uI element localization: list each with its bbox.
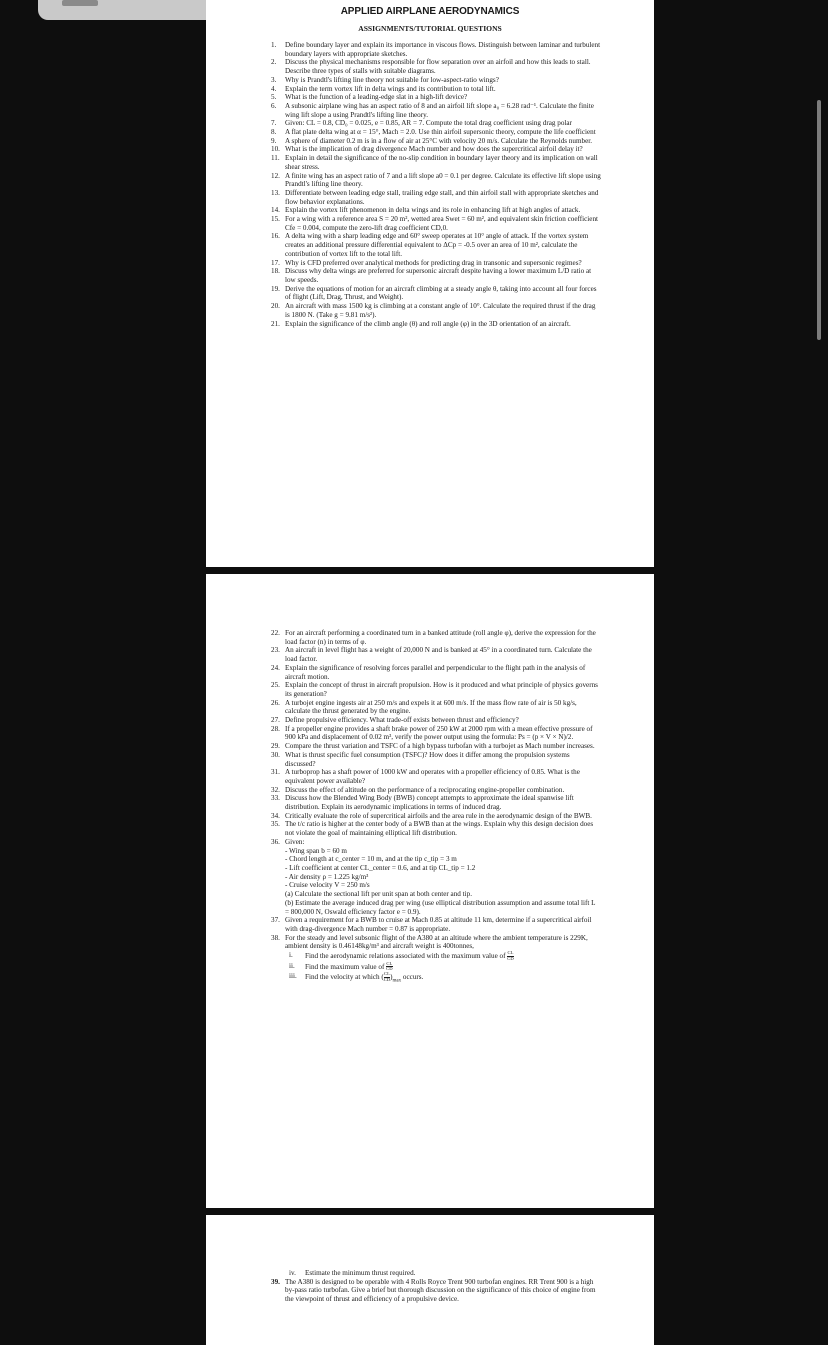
question-item (271, 302, 601, 319)
question-item (271, 206, 601, 215)
paren-open: ( (381, 973, 384, 982)
question-text: Explain the concept of thrust in aircraft propulsion. How is it produced and what principle of physics governs its generation? (285, 681, 598, 698)
question-text: Critically evaluate the role of supercritical airfoils and the area rule in the aerodynamic design of the BWB. (285, 811, 592, 820)
question-number: 5. (271, 93, 277, 102)
question-text: Why is CFD preferred over analytical methods for predicting drag in transonic and supersonic regimes? (285, 258, 582, 267)
question-text: Explain in detail the significance of the no-slip condition in boundary layer theory and its implication on wall shear stress. (285, 154, 598, 171)
paren-close: ) (390, 973, 393, 982)
fraction-numerator: CL (384, 971, 390, 977)
question-item (271, 128, 601, 137)
question-text: Define propulsive efficiency. What trade-off exists between thrust and efficiency? (285, 716, 519, 725)
scrollbar[interactable] (817, 100, 821, 340)
question-number: 39. (271, 1277, 280, 1286)
question-number: 28. (271, 724, 280, 733)
question-item (271, 259, 601, 268)
question-text: A flat plate delta wing at α = 15°, Mach = 2.0. Use thin airfoil supersonic theory, compute the life coefficient (285, 128, 596, 137)
fraction-denominator: CD (386, 966, 393, 972)
question-number: 36. (271, 837, 280, 846)
question-number: 27. (271, 716, 280, 725)
question-number: 35. (271, 820, 280, 829)
question-text: A sphere of diameter 0.2 m is in a flow of air at 25°C with velocity 20 m/s. Calculate the Reynolds number. (285, 136, 593, 145)
question-number: 16. (271, 232, 280, 241)
question-text: What is the function of a leading-edge slat in a high-lift device? (285, 93, 468, 102)
question-text: Explain the significance of resolving forces parallel and perpendicular to the flight path in the analysis of aircraft motion. (285, 663, 586, 681)
question-number: 37. (271, 916, 280, 925)
question-detail-line: - Chord length at c_center = 10 m, and at the tip c_tip = 3 m (285, 855, 457, 864)
question-number: 26. (271, 698, 280, 707)
question-text: Differentiate between leading edge stall, trailing edge stall, and thin airfoil stall with appropriate sketches and flow behavior explanations. (285, 188, 599, 206)
question-item (271, 93, 601, 102)
question-item (271, 85, 601, 94)
question-number: 17. (271, 258, 280, 267)
question-detail-line: (a) Calculate the sectional lift per unit span at both center and tip. (285, 890, 472, 899)
question-item (271, 681, 601, 698)
question-item (271, 58, 601, 75)
question-number: 4. (271, 84, 277, 93)
question-text: Compare the thrust variation and TSFC of a high bypass turbofan with a turbojet as Mach number increases. (285, 742, 595, 751)
question-detail-line: - Cruise velocity V = 250 m/s (285, 881, 370, 890)
question-item (271, 699, 601, 716)
fraction-numerator: CL (386, 960, 393, 966)
question-text: For the steady and level subsonic flight of the A380 at an altitude where the ambient temperature is 229K, ambient density is 0.46148kg/m³ and aircraft weight is 400tonnes, (285, 933, 588, 951)
question-item (271, 285, 601, 302)
question-item (271, 716, 601, 725)
question-number: 33. (271, 794, 280, 803)
question-item (271, 629, 601, 646)
question-item (271, 725, 601, 742)
question-text: What is the implication of drag divergence Mach number and how does the supercritical airfoil delay it? (285, 145, 583, 154)
fraction-numerator: CL (507, 950, 514, 956)
fraction-denominator: CD (507, 955, 514, 961)
question-number: 22. (271, 629, 280, 637)
question-text: Discuss why delta wings are preferred for supersonic aircraft despite having a lower maximum L/D ratio at low speeds. (285, 267, 592, 284)
question-item (271, 742, 601, 751)
question-text: A turboprop has a shaft power of 1000 kW and operates with a propeller efficiency of 0.85. What is the equivalent power available? (285, 768, 580, 785)
question-text: If a propeller engine provides a shaft brake power of 250 kW at 2000 rpm with a mean effective pressure of 900 kPa and displacement of 0.02 m³, verify the power output using the formula: Ps = (p × V × N)/2. (285, 724, 593, 742)
sub-question-item (271, 972, 601, 986)
question-item (271, 154, 601, 171)
question-number: 32. (271, 785, 280, 794)
question-number: 9. (271, 136, 277, 145)
sub-question-numeral: iii. (289, 972, 297, 981)
question-text: Discuss the physical mechanisms responsible for flow separation over an airfoil and how this leads to stall. Describe three types of stalls with suitable diagrams. (285, 58, 591, 76)
question-text: Explain the significance of the climb angle (θ) and roll angle (φ) in the 3D orientation of an aircraft. (285, 319, 571, 328)
question-number: 2. (271, 58, 277, 67)
fraction-denominator: CD (383, 977, 391, 982)
question-text: Given: (285, 837, 305, 846)
question-detail-line: - Lift coefficient at center CL_center = 0.6, and at tip CL_tip = 1.2 (285, 863, 476, 872)
question-text: A finite wing has an aspect ratio of 7 and a lift slope a0 = 0.1 per degree. Calculate its effective lift slope using Prandtl's lifting line theory. (285, 171, 601, 189)
question-text: Explain the vortex lift phenomenon in delta wings and its role in enhancing lift at high angles of attack. (285, 206, 581, 215)
document-title: APPLIED AIRPLANE AERODYNAMICS (340, 6, 520, 17)
question-item (271, 838, 601, 916)
question-item (271, 794, 601, 811)
question-item (271, 41, 601, 58)
question-text: Given: CL = 0.8, CD₀ = 0.025, e = 0.85, AR = 7. Compute the total drag coefficient using drag polar (285, 119, 572, 128)
question-item (271, 102, 601, 119)
document-page-2 (206, 574, 654, 1208)
question-item (271, 172, 601, 189)
question-list (271, 629, 601, 986)
question-number: 25. (271, 681, 280, 690)
question-text: The A380 is designed to be operable with 4 Rolls Royce Trent 900 turbofan engines. RR Trent 900 is a high by-pass ratio turbofan. Give a brief but thorough discussion on the significance of this choice of engine from the viewpoint of thrust and efficiency of a propulsive device. (285, 1277, 596, 1304)
question-item (271, 137, 601, 146)
sub-question-item (271, 962, 601, 973)
question-list (271, 1269, 601, 1304)
question-number: 31. (271, 768, 280, 777)
max-subscript: max (392, 978, 402, 984)
question-item (271, 76, 601, 85)
question-item (271, 820, 601, 837)
question-item (271, 786, 601, 795)
question-text: An aircraft with mass 1500 kg is climbing at a constant angle of 10°. Calculate the required thrust if the drag is 1800 N. (Take g = 9.81 m/s²). (285, 302, 596, 319)
document-page-1 (206, 0, 654, 567)
question-number: 23. (271, 646, 280, 655)
sub-question-text: Find the maximum value of (305, 962, 387, 971)
sub-question-text: Estimate the minimum thrust required. (305, 1269, 416, 1277)
question-list (271, 41, 601, 328)
question-text: For a wing with a reference area S = 20 m², wetted area Swet = 60 m², and equivalent skin friction coefficient Cfe = 0.004, compute the zero-lift drag coefficient CD,0. (285, 215, 598, 232)
question-item (271, 934, 601, 951)
sub-question-text: Find the velocity at which (305, 973, 382, 982)
question-detail-line: - Wing span b = 60 m (285, 846, 347, 855)
question-number: 19. (271, 284, 280, 293)
question-item (271, 145, 601, 154)
question-text: Given a requirement for a BWB to cruise at Mach 0.85 at altitude 11 km, determine if a supercritical airfoil with drag-divergence Mach number = 0.87 is appropriate. (285, 916, 592, 933)
question-item (271, 916, 601, 933)
question-item (271, 646, 601, 663)
question-number: 8. (271, 128, 277, 137)
question-number: 1. (271, 41, 277, 49)
question-number: 13. (271, 188, 280, 197)
question-number: 21. (271, 319, 280, 328)
question-item (271, 215, 601, 232)
sub-question-numeral: i. (289, 951, 293, 960)
question-item (271, 232, 601, 258)
question-item (271, 812, 601, 821)
question-item (271, 664, 601, 681)
question-item (271, 189, 601, 206)
question-item (271, 751, 601, 768)
question-number: 15. (271, 215, 280, 224)
document-page-3 (206, 1215, 654, 1345)
sub-question-item (271, 1269, 601, 1278)
question-item (271, 320, 601, 329)
sub-question-item (271, 951, 601, 962)
question-item (271, 1278, 601, 1304)
question-text: What is thrust specific fuel consumption (TSFC)? How does it differ among the propulsion systems discussed? (285, 750, 570, 768)
viewer-toolbar[interactable] (38, 0, 220, 20)
question-number: 29. (271, 742, 280, 751)
document-subtitle: ASSIGNMENTS/TUTORIAL QUESTIONS (358, 24, 502, 33)
question-item (271, 119, 601, 128)
question-text: The t/c ratio is higher at the center body of a BWB than at the wings. Explain why this design decision does not violate the goal of maintaining elliptical lift distribution. (285, 820, 594, 838)
question-number: 11. (271, 154, 280, 163)
question-number: 18. (271, 267, 280, 276)
sub-question-text: Find the aerodynamic relations associated with the maximum value of (305, 951, 508, 960)
question-number: 34. (271, 811, 280, 820)
question-text: An aircraft in level flight has a weight of 20,000 N and is banked at 45° in a coordinated turn. Calculate the load factor. (285, 646, 592, 664)
question-number: 14. (271, 206, 280, 215)
question-number: 7. (271, 119, 277, 128)
sub-question-numeral: ii. (289, 961, 295, 970)
question-text: A turbojet engine ingests air at 250 m/s and expels it at 600 m/s. If the mass flow rate of air is 50 kg/s, calculate the thrust generated by the engine. (285, 698, 577, 716)
question-text: A subsonic airplane wing has an aspect ratio of 8 and an airfoil lift slope a₀ = 6.28 rad⁻¹. Calculate the finite wing lift slope a using Prandtl's lifting line theory. (285, 101, 594, 119)
question-detail-line: - Air density ρ = 1.225 kg/m³ (285, 872, 369, 881)
question-number: 24. (271, 663, 280, 672)
question-number: 20. (271, 302, 280, 311)
question-item (271, 267, 601, 284)
question-detail-line: (b) Estimate the average induced drag per wing (use elliptical distribution assumption and assume total lift L = 800,000 N, Oswald efficiency factor e = 0.9). (285, 898, 596, 916)
question-text: Define boundary layer and explain its importance in viscous flows. Distinguish between laminar and turbulent boundary layers with appropriate sketches. (285, 41, 601, 58)
question-number: 30. (271, 750, 280, 759)
question-text: Discuss the effect of altitude on the performance of a reciprocating engine-propeller combination. (285, 785, 565, 794)
sub-question-text-end: occurs. (401, 973, 424, 982)
question-text: Derive the equations of motion for an aircraft climbing at a steady angle θ, taking into account all four forces of flight (Lift, Drag, Thrust, and Weight). (285, 284, 597, 302)
question-number: 38. (271, 933, 280, 942)
question-text: Explain the term vortex lift in delta wings and its contribution to total lift. (285, 84, 496, 93)
question-text: A delta wing with a sharp leading edge and 60° sweep operates at 10° angle of attack. If the vortex system creates an additional pressure differential equivalent to ΔCp = -0.5 over an area of 10 m², calculate the contribution of vortex lift to the total lift. (285, 232, 589, 258)
question-number: 10. (271, 145, 280, 154)
question-number: 12. (271, 171, 280, 180)
question-number: 6. (271, 101, 277, 110)
toolbar-button[interactable] (62, 0, 98, 6)
question-number: 3. (271, 75, 277, 84)
sub-question-numeral: iv. (289, 1269, 296, 1277)
question-text: Why is Prandtl's lifting line theory not suitable for low-aspect-ratio wings? (285, 75, 499, 84)
question-item (271, 768, 601, 785)
question-text: For an aircraft performing a coordinated turn in a banked attitude (roll angle φ), derive the expression for the load factor (n) in terms of φ. (285, 629, 596, 646)
question-text: Discuss how the Blended Wing Body (BWB) concept attempts to approximate the ideal spanwise lift distribution. Explain its aerodynamic implications in terms of induced drag. (285, 794, 574, 812)
fraction-cl-cd (507, 951, 513, 962)
